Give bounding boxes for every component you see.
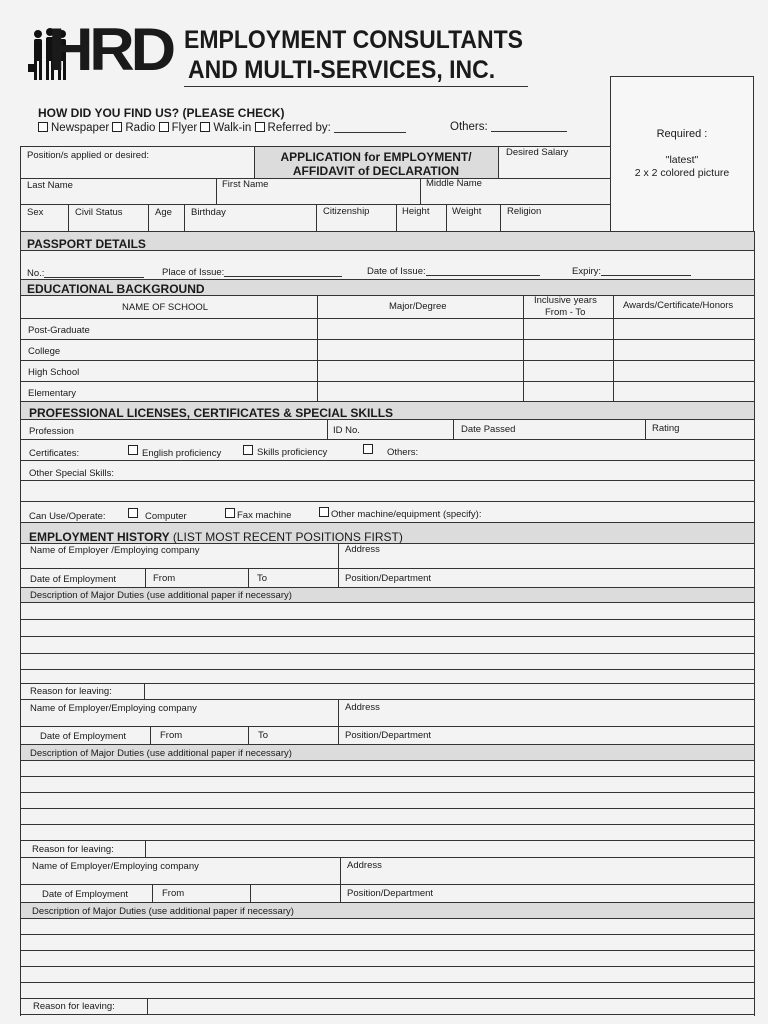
civil-status-field[interactable]: Civil Status [75,207,123,218]
birthday-field[interactable]: Birthday [191,207,226,218]
employment-title: EMPLOYMENT HISTORY [29,530,170,544]
address-field-3[interactable]: Address [347,860,382,871]
option-referred-label: Referred by: [267,122,331,134]
from-field-3[interactable]: From [162,888,185,899]
to-field-1[interactable]: To [257,573,268,584]
referred-by-field[interactable] [334,123,406,133]
date-passed-field[interactable]: Date Passed [461,424,516,435]
employment-subtitle: (LIST MOST RECENT POSITIONS FIRST) [172,530,403,544]
others-label: Others: [450,121,488,133]
position-field[interactable]: Position/s applied or desired: [27,150,149,161]
employer-field-3[interactable]: Name of Employer/Employing company [32,861,199,872]
height-field[interactable]: Height [402,206,430,217]
checkbox-skills[interactable] [243,445,253,455]
option-radio-label: Radio [125,122,156,134]
from-field-1[interactable]: From [153,573,176,584]
how-find-options [38,122,406,135]
position-dept-field-3[interactable]: Position/Department [347,888,434,899]
checkbox-fax[interactable] [225,508,235,518]
last-name-field[interactable]: Last Name [27,180,73,191]
logo-text: HRD [48,16,172,83]
duties-label-1: Description of Major Duties (use additional paper if necessary) [30,590,292,601]
sex-field[interactable]: Sex [27,207,44,218]
checkbox-computer[interactable] [128,508,138,518]
other-skills-field[interactable]: Other Special Skills: [29,468,115,479]
company-name-line2: AND MULTI-SERVICES, INC. [188,56,496,84]
checkbox-other-machine[interactable] [319,507,329,517]
checkbox-walkin[interactable] [200,122,210,132]
level-college: College [28,346,61,357]
level-high-school: High School [28,367,80,378]
from-field-2[interactable]: From [160,730,183,741]
option-newspaper-label: Newspaper [51,122,110,134]
address-field-2[interactable]: Address [345,702,380,713]
checkbox-referred[interactable] [255,122,265,132]
company-name-line1: EMPLOYMENT CONSULTANTS [184,26,524,54]
checkbox-radio[interactable] [112,122,122,132]
others-row [450,122,567,134]
cert-others-label: Others: [387,447,419,458]
reason-label-1: Reason for leaving: [30,686,112,697]
position-dept-field-1[interactable]: Position/Department [345,573,432,584]
citizenship-field[interactable]: Citizenship [323,206,370,217]
date-emp-label-3: Date of Employment [42,889,129,900]
others-field[interactable] [491,122,567,132]
reason-label-3: Reason for leaving: [33,1001,115,1012]
checkbox-cert-others[interactable] [363,444,373,454]
duties-label-2: Description of Major Duties (use additional paper if necessary) [30,748,292,759]
checkbox-english[interactable] [128,445,138,455]
other-machine-label: Other machine/equipment (specify): [331,509,482,520]
duties-label-3: Description of Major Duties (use additional paper if necessary) [32,906,294,917]
desired-salary-field[interactable]: Desired Salary [506,147,569,158]
checkbox-newspaper[interactable] [38,122,48,132]
col-years-2: From - To [545,307,586,318]
passport-section-title: PASSPORT DETAILS [27,237,146,251]
how-find-title: HOW DID YOU FIND US? (PLEASE CHECK) [38,106,285,120]
id-no-field[interactable]: ID No. [333,425,360,436]
can-use-label: Can Use/Operate: [29,511,106,522]
rating-field[interactable]: Rating [652,423,680,434]
col-major: Major/Degree [389,301,447,312]
fax-label: Fax machine [237,510,292,521]
level-post-graduate: Post-Graduate [28,325,90,336]
middle-name-field[interactable]: Middle Name [426,178,482,189]
position-dept-field-2[interactable]: Position/Department [345,730,432,741]
checkbox-flyer[interactable] [159,122,169,132]
employer-field-1[interactable]: Name of Employer /Employing company [30,545,200,556]
passport-no[interactable]: No.: [27,268,144,279]
first-name-field[interactable]: First Name [222,179,269,190]
form-title-line1: APPLICATION for EMPLOYMENT/ [280,150,472,164]
col-awards: Awards/Certificate/Honors [623,300,734,311]
age-field[interactable]: Age [155,207,172,218]
photo-size: 2 x 2 colored picture [634,167,730,179]
address-field-1[interactable]: Address [345,544,380,555]
date-emp-label-1: Date of Employment [30,574,117,585]
to-field-2[interactable]: To [258,730,269,741]
date-emp-label-2: Date of Employment [40,731,127,742]
col-years-1: Inclusive years [534,295,597,306]
english-label: English proficiency [142,448,222,459]
photo-required: Required : [656,128,708,140]
skills-label: Skills proficiency [257,447,328,458]
photo-latest: "latest" [665,154,699,166]
col-school: NAME OF SCHOOL [122,302,209,313]
religion-field[interactable]: Religion [507,206,542,217]
employer-field-2[interactable]: Name of Employer/Employing company [30,703,197,714]
option-walkin-label: Walk-in [213,122,252,134]
certificates-label: Certificates: [29,448,80,459]
computer-label: Computer [145,511,187,522]
weight-field[interactable]: Weight [452,206,482,217]
passport-expiry[interactable]: Expiry: [572,266,691,277]
passport-place[interactable]: Place of Issue: [162,267,342,278]
level-elementary: Elementary [28,388,77,399]
employment-section-title [29,531,403,543]
form-title-line2: AFFIDAVIT of DECLARATION [292,164,460,178]
reason-label-2: Reason for leaving: [32,844,114,855]
passport-date[interactable]: Date of Issue: [367,266,540,277]
photo-box[interactable] [610,76,754,232]
option-flyer-label: Flyer [171,122,198,134]
profession-field[interactable]: Profession [29,426,74,437]
education-section-title: EDUCATIONAL BACKGROUND [27,282,205,296]
licenses-section-title: PROFESSIONAL LICENSES, CERTIFICATES & SPECIAL SKILLS [29,406,394,420]
